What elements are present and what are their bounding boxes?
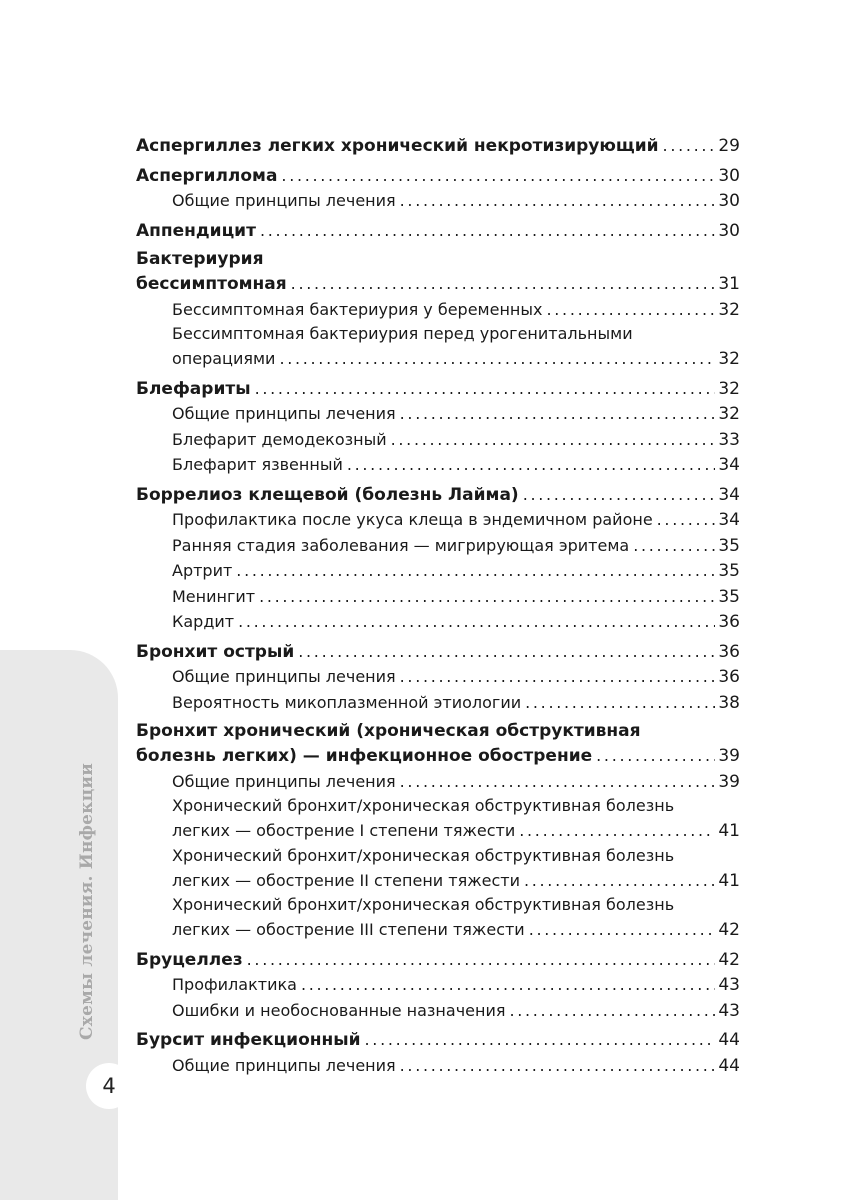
toc-sub-entry[interactable] — [136, 322, 740, 346]
dot-leader — [525, 690, 715, 716]
toc-entry-label: Аспергиллома — [136, 165, 278, 186]
toc-entry-label: Бессимптомная бактериурия у беременных — [172, 299, 543, 319]
toc-page-number: 35 — [718, 535, 740, 556]
toc-page-number: 32 — [718, 299, 740, 320]
toc-sub-entry[interactable] — [136, 507, 740, 533]
toc-sub-entry[interactable] — [136, 769, 740, 795]
toc-page-number: 43 — [718, 1000, 740, 1021]
toc-sub-entry[interactable] — [136, 401, 740, 427]
toc-page-number: 44 — [718, 1030, 740, 1050]
toc-entry-label: болезнь легких) — инфекционное обострение — [136, 746, 593, 766]
toc-entry-label: Аппендицит — [136, 220, 256, 241]
toc-sub-entry[interactable] — [136, 188, 740, 214]
toc-page-number: 36 — [718, 667, 740, 687]
dot-leader — [347, 452, 716, 478]
toc-entry-label: Хронический бронхит/хроническая обструктивная болезнь — [172, 895, 675, 914]
dot-leader — [291, 271, 716, 297]
toc-sub-entry[interactable] — [136, 690, 740, 716]
dot-leader — [281, 163, 715, 189]
toc-entry-label: Блефариты — [136, 378, 251, 399]
toc-sub-entry[interactable] — [136, 297, 740, 323]
toc-main-entry[interactable] — [136, 271, 740, 297]
toc-entry-label: Бронхит хронический (хроническая обструктивная — [136, 721, 641, 741]
toc-entry-label: Ошибки и необоснованные назначения — [172, 1000, 506, 1020]
toc-page-number: 30 — [718, 165, 740, 186]
dot-leader — [596, 743, 715, 769]
toc-main-entry[interactable] — [136, 247, 740, 271]
page-number: 4 — [86, 1063, 132, 1109]
dot-leader — [400, 769, 716, 795]
toc-page-number: 34 — [718, 484, 740, 505]
toc-sub-entry[interactable] — [136, 346, 740, 372]
toc-page-number: 39 — [718, 771, 740, 792]
dot-leader — [255, 376, 716, 402]
toc-page-number: 31 — [718, 274, 740, 294]
toc-entry-label: Бактериурия — [136, 249, 264, 269]
toc-page-number: 42 — [718, 920, 740, 940]
dot-leader — [519, 818, 715, 844]
toc-sub-entry[interactable] — [136, 998, 740, 1024]
toc-page-number: 38 — [718, 692, 740, 713]
table-of-contents — [136, 133, 740, 1078]
toc-main-entry[interactable] — [136, 376, 740, 402]
toc-page-number: 35 — [718, 586, 740, 607]
toc-sub-entry[interactable] — [136, 584, 740, 610]
toc-page-number: 30 — [718, 191, 740, 211]
dot-leader — [260, 218, 715, 244]
dot-leader — [400, 664, 716, 690]
toc-entry-label: Хронический бронхит/хроническая обструктивная болезнь — [172, 796, 675, 815]
dot-leader — [633, 533, 715, 559]
toc-entry-label: Бронхит острый — [136, 641, 295, 662]
toc-entry-label: Боррелиоз клещевой (болезнь Лайма) — [136, 484, 519, 505]
toc-page-number: 33 — [718, 429, 740, 450]
toc-page-number: 36 — [718, 612, 740, 632]
toc-page-number: 41 — [718, 821, 740, 841]
toc-entry-label: легких — обострение III степени тяжести — [172, 920, 525, 939]
dot-leader — [400, 401, 716, 427]
toc-entry-label: Артрит — [172, 561, 233, 580]
dot-leader — [298, 639, 715, 665]
dot-leader — [523, 482, 716, 508]
toc-entry-label: Хронический бронхит/хроническая обструктивная болезнь — [172, 845, 675, 865]
toc-entry-label: Ранняя стадия заболевания — мигрирующая эритема — [172, 535, 630, 555]
toc-main-entry[interactable] — [136, 1027, 740, 1053]
toc-page-number: 43 — [718, 975, 740, 995]
toc-entry-label: Профилактика — [172, 975, 297, 994]
side-tab — [0, 650, 118, 1200]
toc-entry-label: Общие принципы лечения — [172, 191, 396, 210]
toc-entry-label: Бруцеллез — [136, 949, 243, 970]
dot-leader — [509, 998, 715, 1024]
toc-sub-entry[interactable] — [136, 1053, 740, 1079]
dot-leader — [365, 1027, 716, 1053]
toc-page-number: 34 — [718, 455, 740, 475]
toc-entry-label: операциями — [172, 349, 276, 368]
toc-entry-label: легких — обострение I степени тяжести — [172, 821, 516, 840]
toc-entry-label: Менингит — [172, 586, 256, 606]
dot-leader — [663, 133, 716, 159]
toc-entry-label: Общие принципы лечения — [172, 771, 396, 791]
toc-entry-label: Блефарит язвенный — [172, 455, 343, 474]
toc-page-number: 42 — [718, 949, 740, 970]
toc-sub-entry[interactable] — [136, 794, 740, 818]
toc-sub-entry[interactable] — [136, 533, 740, 559]
toc-sub-entry[interactable] — [136, 917, 740, 943]
toc-entry-label: Общие принципы лечения — [172, 404, 396, 423]
toc-entry-label: Блефарит демодекозный — [172, 429, 387, 449]
toc-page-number: 35 — [718, 561, 740, 581]
toc-sub-entry[interactable] — [136, 893, 740, 917]
toc-page-number: 34 — [718, 510, 740, 530]
dot-leader — [400, 188, 716, 214]
dot-leader — [279, 346, 715, 372]
running-title: Схемы лечения. Инфекции — [77, 762, 97, 1040]
toc-sub-entry[interactable] — [136, 452, 740, 478]
toc-entry-label: бессимптомная — [136, 274, 287, 294]
toc-sub-entry[interactable] — [136, 844, 740, 868]
dot-leader — [657, 507, 716, 533]
dot-leader — [301, 972, 715, 998]
toc-page-number: 32 — [718, 349, 740, 369]
toc-entry-label: Аспергиллез легких хронический некротизирующий — [136, 136, 659, 156]
toc-sub-entry[interactable] — [136, 818, 740, 844]
toc-entry-label: Вероятность микоплазменной этиологии — [172, 692, 522, 712]
toc-main-entry[interactable] — [136, 163, 740, 189]
dot-leader — [238, 609, 715, 635]
toc-page-number: 39 — [718, 746, 740, 766]
toc-sub-entry[interactable] — [136, 664, 740, 690]
toc-entry-label: Бессимптомная бактериурия перед урогенитальными — [172, 324, 633, 343]
toc-page-number: 44 — [718, 1055, 740, 1076]
dot-leader — [391, 427, 716, 453]
dot-leader — [236, 558, 715, 584]
dot-leader — [400, 1053, 716, 1079]
toc-page-number: 29 — [718, 136, 740, 156]
toc-main-entry[interactable] — [136, 133, 740, 159]
toc-page-number: 32 — [718, 378, 740, 399]
toc-sub-entry[interactable] — [136, 609, 740, 635]
toc-main-entry[interactable] — [136, 743, 740, 769]
toc-main-entry[interactable] — [136, 947, 740, 973]
dot-leader — [247, 947, 716, 973]
toc-page-number: 32 — [718, 404, 740, 424]
dot-leader — [524, 868, 715, 894]
toc-main-entry[interactable] — [136, 719, 740, 743]
dot-leader — [547, 297, 716, 323]
toc-entry-label: Общие принципы лечения — [172, 1055, 396, 1075]
toc-main-entry[interactable] — [136, 482, 740, 508]
toc-page-number: 36 — [718, 641, 740, 662]
toc-sub-entry[interactable] — [136, 558, 740, 584]
toc-page-number: 41 — [718, 870, 740, 891]
toc-entry-label: Профилактика после укуса клеща в эндемичном районе — [172, 510, 653, 529]
toc-main-entry[interactable] — [136, 218, 740, 244]
toc-entry-label: Кардит — [172, 612, 235, 631]
toc-sub-entry[interactable] — [136, 972, 740, 998]
dot-leader — [259, 584, 715, 610]
toc-sub-entry[interactable] — [136, 868, 740, 894]
toc-entry-label: Бурсит инфекционный — [136, 1030, 361, 1050]
toc-page-number: 30 — [718, 220, 740, 241]
toc-main-entry[interactable] — [136, 639, 740, 665]
toc-entry-label: Общие принципы лечения — [172, 667, 396, 686]
toc-entry-label: легких — обострение II степени тяжести — [172, 870, 520, 890]
dot-leader — [529, 917, 716, 943]
toc-sub-entry[interactable] — [136, 427, 740, 453]
